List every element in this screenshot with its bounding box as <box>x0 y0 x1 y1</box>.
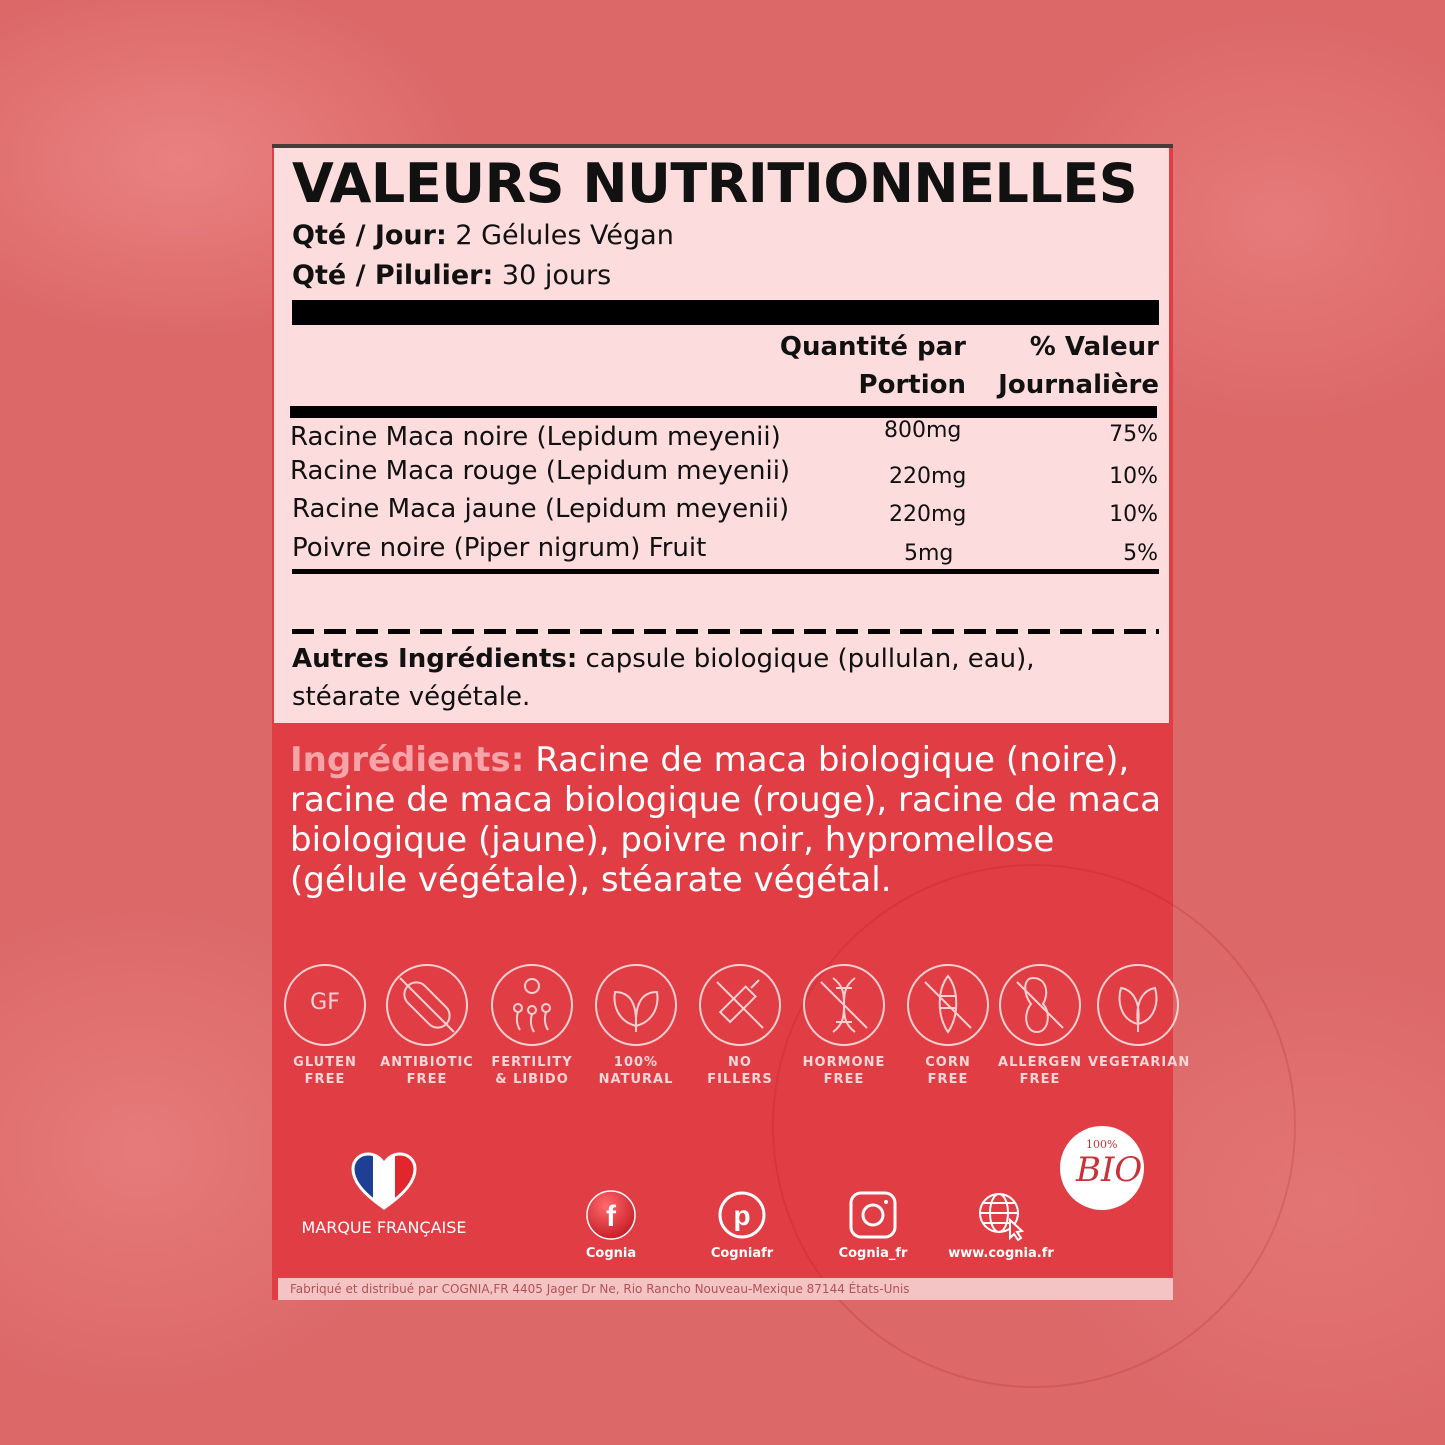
badge-fertility <box>482 964 582 1088</box>
ingredient-name: Racine Maca rouge (Lepidum meyenii) <box>290 456 791 486</box>
badge-no-fillers <box>690 964 790 1088</box>
ingredient-name: Poivre noire (Piper nigrum) Fruit <box>292 533 707 563</box>
french-brand <box>294 1152 474 1237</box>
ingredient-dv: 5% <box>1123 541 1158 566</box>
ingredient-dv: 75% <box>1109 422 1158 447</box>
col-header-dv-2: Journalière <box>998 370 1159 400</box>
badge-label: GLUTEN FREE <box>293 1055 357 1087</box>
social-label: Cognia_fr <box>838 1246 908 1261</box>
col-header-dv-1: % Valeur <box>1029 332 1159 362</box>
col-header-qty-2: Portion <box>858 370 966 400</box>
other-ingredients-text: capsule biologique (pullulan, eau), <box>585 644 1035 674</box>
qte-jour <box>292 220 674 251</box>
instagram-icon <box>848 1190 898 1240</box>
badge-allergen-free <box>990 964 1090 1088</box>
corn-free-icon <box>909 966 987 1044</box>
badge-antibiotic-free <box>377 964 477 1088</box>
badge-label: CORN FREE <box>925 1055 971 1087</box>
ingredient-qty: 220mg <box>889 464 967 489</box>
bio-text: BIO <box>1076 1150 1143 1190</box>
badge-label: HORMONE FREE <box>802 1055 886 1087</box>
badge-label: VEGETARIAN <box>1088 1055 1191 1070</box>
badge-vegetarian <box>1088 964 1191 1071</box>
ingredient-name: Racine Maca noire (Lepidum meyenii) <box>290 422 781 452</box>
facebook-icon <box>586 1190 636 1240</box>
table-bottom-rule <box>292 569 1159 574</box>
watermark-circle <box>772 864 1296 1388</box>
header-rule <box>290 406 1157 418</box>
dashed-divider <box>292 629 1159 634</box>
social-facebook[interactable] <box>546 1190 676 1261</box>
ingredient-qty: 5mg <box>904 541 954 566</box>
badge-label: ANTIBIOTIC FREE <box>380 1055 474 1087</box>
origin-label: MARQUE FRANÇAISE <box>301 1218 467 1237</box>
ingredients-text: Racine de maca biologique (noire), racine de maca biologique (rouge), racine de maca biologique (jaune), poivre noir, hypromellose (gélule végétale), stéarate végétal. <box>290 740 1162 900</box>
social-label: www.cognia.fr <box>948 1246 1054 1261</box>
ingredients-label: Ingrédients: <box>290 740 525 780</box>
other-ingredients-line1 <box>292 640 1035 678</box>
social-label: Cogniafr <box>710 1246 774 1261</box>
globe-icon <box>976 1190 1026 1240</box>
badge-label: 100% NATURAL <box>598 1055 674 1087</box>
antibiotic-free-icon <box>388 966 466 1044</box>
ingredients-paragraph <box>290 740 1165 900</box>
no-fillers-icon <box>701 966 779 1044</box>
social-pinterest[interactable] <box>677 1190 807 1261</box>
badge-label: NO FILLERS <box>707 1055 773 1087</box>
other-ingredients-line2: stéarate végétale. <box>292 682 531 712</box>
hormone-free-icon <box>805 966 883 1044</box>
natural-leaf-icon <box>597 966 675 1044</box>
thick-rule <box>292 300 1159 325</box>
badge-label: FERTILITY & LIBIDO <box>491 1055 573 1087</box>
col-header-qty-1: Quantité par <box>779 332 966 362</box>
ingredient-name: Racine Maca jaune (Lepidum meyenii) <box>292 494 790 524</box>
gluten-free-icon: GF <box>310 990 340 1015</box>
social-website[interactable] <box>936 1190 1066 1261</box>
french-flag-heart-icon <box>351 1152 417 1210</box>
page-title: VALEURS NUTRITIONNELLES <box>292 152 1138 215</box>
svg-text:f: f <box>606 1200 616 1233</box>
allergen-free-icon <box>1001 966 1079 1044</box>
pinterest-icon <box>717 1190 767 1240</box>
nutrition-panel <box>274 148 1169 723</box>
qte-jour-label: Qté / Jour: <box>292 220 447 251</box>
social-instagram[interactable] <box>808 1190 938 1261</box>
qte-pilulier <box>292 260 611 291</box>
qte-pilulier-label: Qté / Pilulier: <box>292 260 494 291</box>
bio-percent: 100% <box>1086 1138 1118 1151</box>
svg-text:p: p <box>733 1200 751 1231</box>
bio-badge <box>1060 1126 1144 1210</box>
other-ingredients-label: Autres Ingrédients: <box>292 644 578 674</box>
badge-gluten-free <box>275 964 375 1088</box>
badge-corn-free <box>898 964 998 1088</box>
badge-natural <box>586 964 686 1088</box>
ingredient-dv: 10% <box>1109 502 1158 527</box>
product-label <box>272 144 1191 1300</box>
qte-pilulier-value: 30 jours <box>501 260 612 291</box>
ingredient-qty: 800mg <box>884 418 962 443</box>
ingredient-dv: 10% <box>1109 464 1158 489</box>
fertility-icon <box>493 966 571 1044</box>
ingredient-qty: 220mg <box>889 502 967 527</box>
badge-hormone-free <box>794 964 894 1088</box>
qte-jour-value: 2 Gélules Végan <box>455 220 674 251</box>
footer-address: Fabriqué et distribué par COGNIA,FR 4405 Jager Dr Ne, Rio Rancho Nouveau-Mexique 87144 États-Unis <box>278 1278 1173 1300</box>
social-label: Cognia <box>585 1246 637 1261</box>
badge-label: ALLERGEN FREE <box>998 1055 1082 1087</box>
vegetarian-icon <box>1099 966 1177 1044</box>
